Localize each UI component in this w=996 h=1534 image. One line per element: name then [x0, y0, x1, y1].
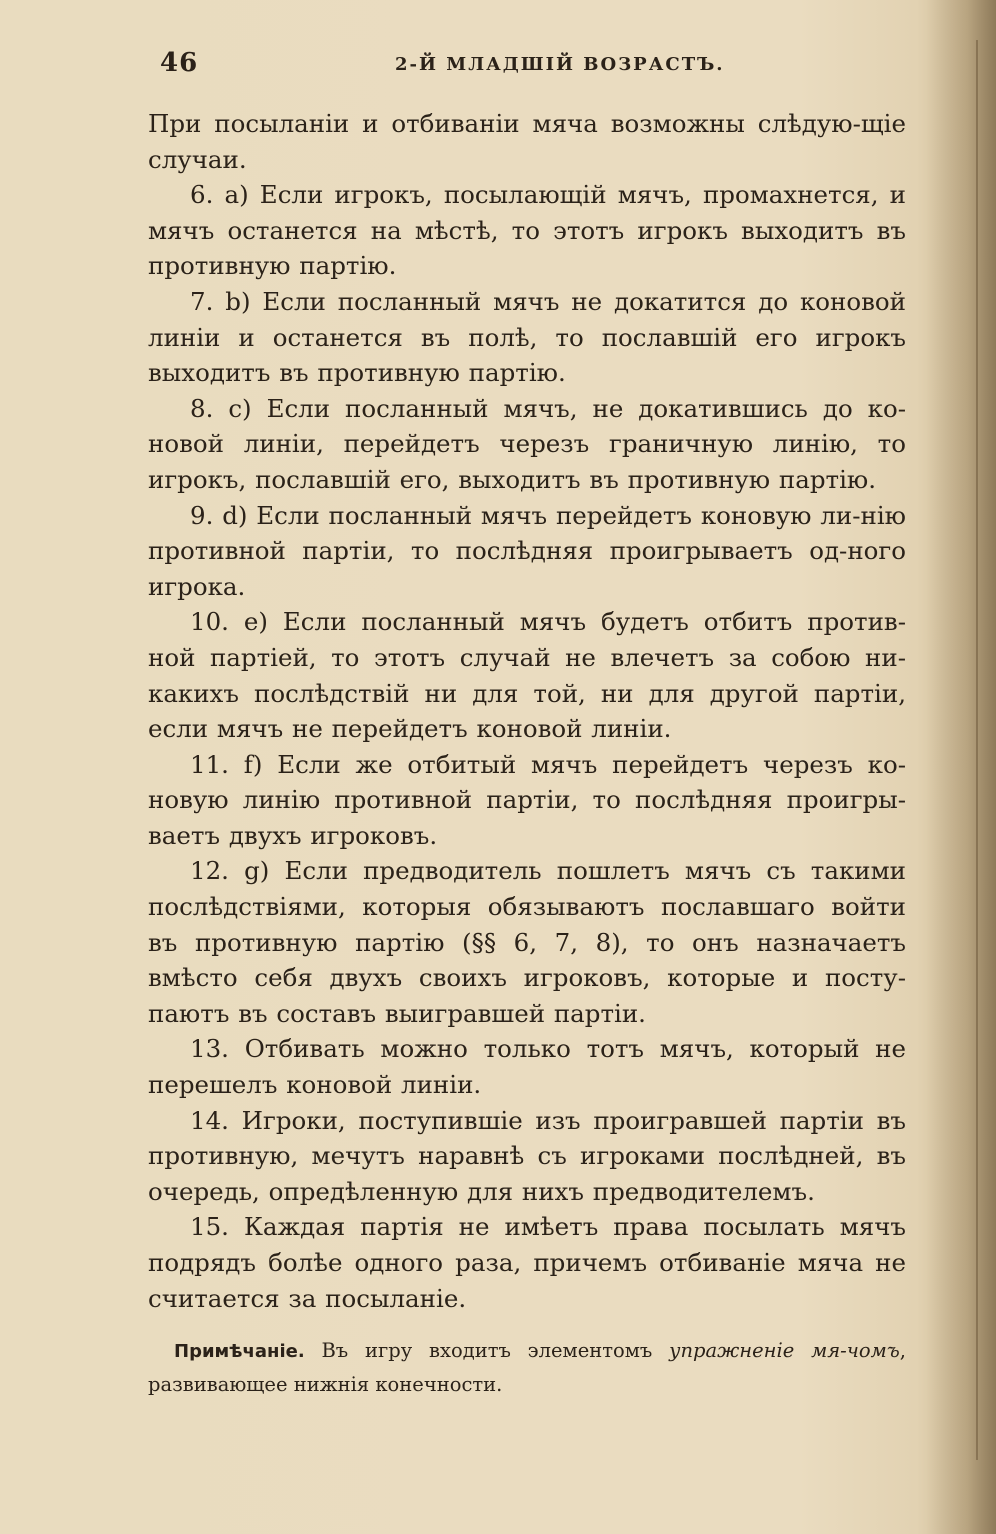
paragraph-14: 14. Игроки, поступившіе изъ проигравшей партіи въ противную, мечутъ наравнѣ съ игроками послѣдней, въ очередь, опредѣленную для нихъ предводителемъ.: [148, 1105, 906, 1206]
paragraph-6: 6. a) Если игрокъ, посылающій мячъ, промахнется, и мячъ останется на мѣстѣ, то этотъ игрокъ выходитъ въ противную партію.: [148, 180, 906, 281]
paragraph-15: 15. Каждая партія не имѣетъ права посылать мячъ подрядъ болѣе одного раза, причемъ отбиваніе мяча не считается за посыланіе.: [148, 1212, 906, 1313]
footnote: [148, 1334, 906, 1401]
running-head: [160, 48, 905, 84]
paragraph-12: 12. g) Если предводитель пошлетъ мячъ съ такими послѣдствіями, которыя обязываютъ пославшаго войти въ противную партію (§§ 6, 7, 8), то онъ назначаетъ вмѣсто себя двухъ своихъ игроковъ, которые и посту-паютъ въ составъ выигравшей партіи.: [148, 856, 906, 1028]
paragraph-10: 10. e) Если посланный мячъ будетъ отбитъ против-ной партіей, то этотъ случай не влечетъ за собою ни-какихъ послѣдствій ни для той, ни для другой партіи, если мячъ не перейдетъ коновой линіи.: [148, 607, 906, 744]
paragraph-7: 7. b) Если посланный мячъ не докатится до коновой линіи и останется въ полѣ, то пославшій его игрокъ выходитъ въ противную партію.: [148, 286, 906, 388]
note-text-before: Въ игру входитъ элементомъ: [304, 1339, 670, 1362]
paragraph-13: 13. Отбивать можно только тотъ мячъ, который не перешелъ коновой линіи.: [148, 1034, 906, 1100]
paragraph-intro: При посыланіи и отбиваніи мяча возможны слѣдую-щіе случаи.: [148, 109, 906, 174]
paragraph-9: 9. d) Если посланный мячъ перейдетъ коновую ли-нію противной партіи, то послѣдняя проигрываетъ од-ного игрока.: [148, 500, 906, 601]
binding-edge-line: [976, 40, 978, 1460]
note-text-after: , развивающее нижнія конечности.: [148, 1339, 906, 1396]
note-label: Примѣчаніе.: [174, 1341, 305, 1362]
body-text: [148, 106, 906, 1316]
running-head-title: 2-Й МЛАДШІЙ ВОЗРАСТЪ.: [395, 54, 725, 75]
paragraph-11: 11. f) Если же отбитый мячъ перейдетъ черезъ ко-новую линію противной партіи, то послѣдняя проигры-ваетъ двухъ игроковъ.: [148, 749, 906, 850]
note-italic-text: упражненіе мя-чомъ: [669, 1339, 900, 1362]
page-edge-shadow: [926, 0, 996, 1534]
paragraph-8: 8. c) Если посланный мячъ, не докатившись до ко-новой линіи, перейдетъ черезъ граничную линію, то игрокъ, пославшій его, выходитъ въ противную партію.: [148, 393, 906, 494]
page-number: 46: [160, 48, 199, 78]
